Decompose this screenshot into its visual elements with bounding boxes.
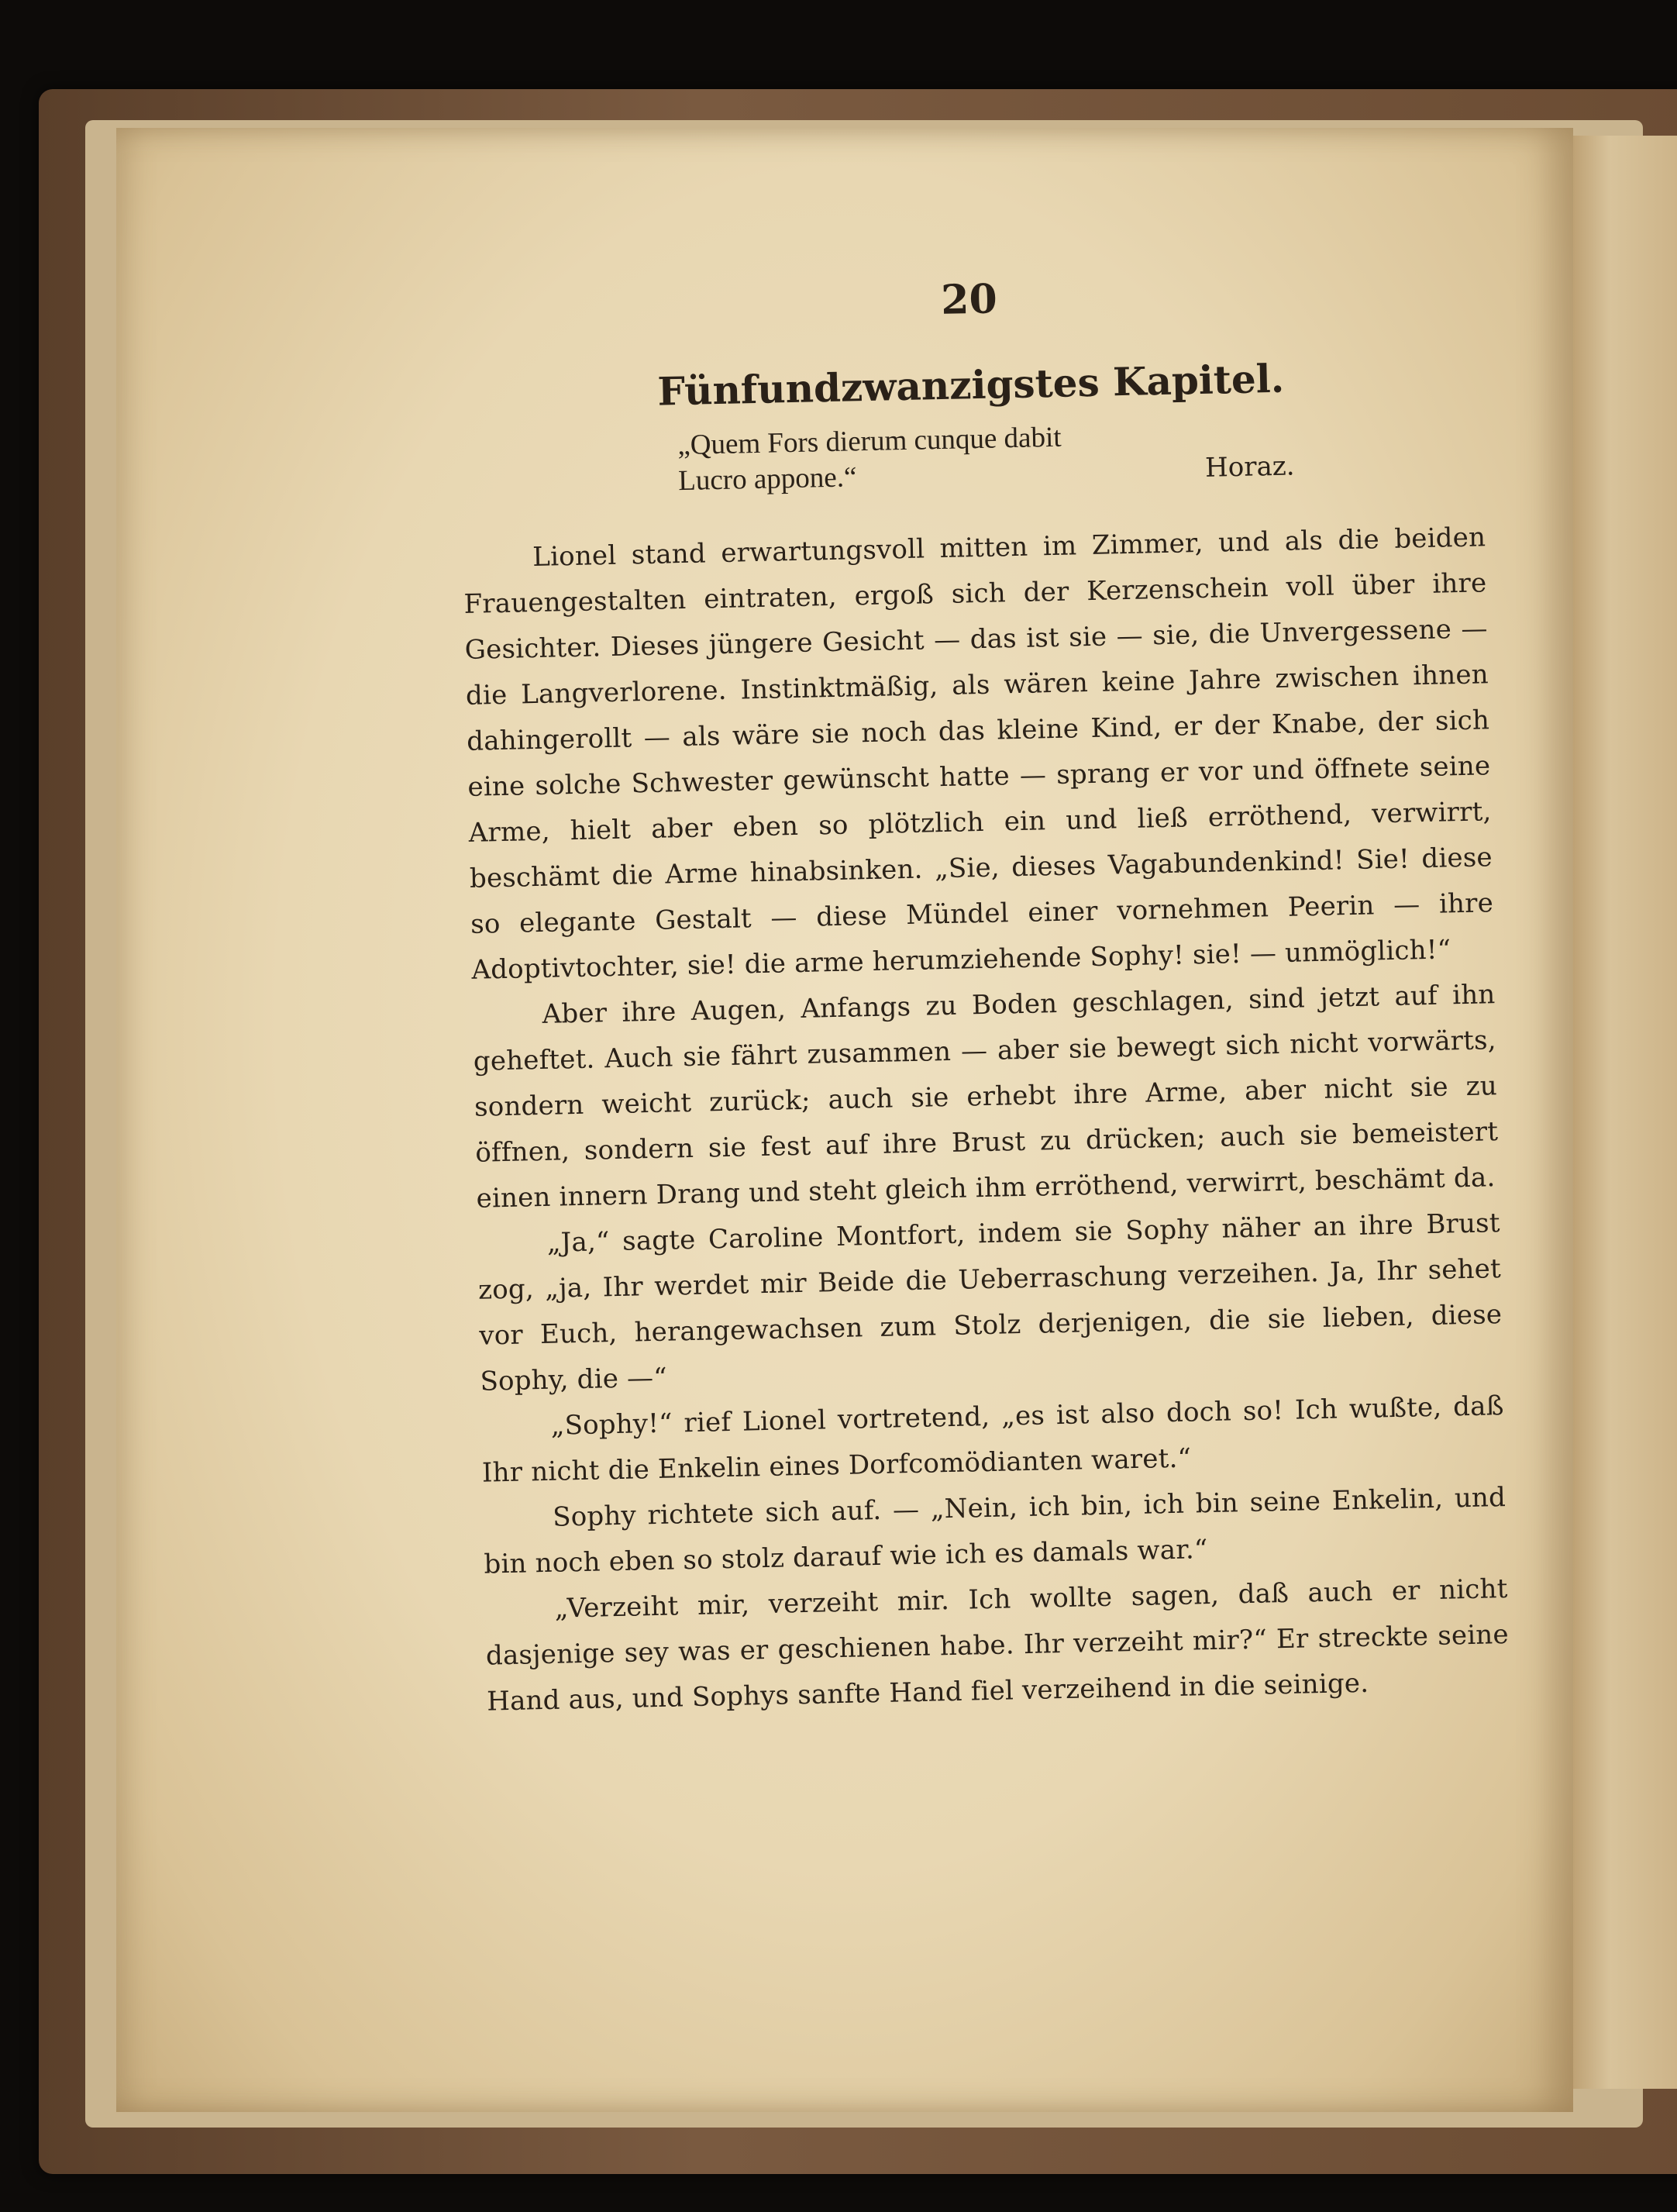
paragraph: „Sophy!“ rief Lionel vortretend, „es ist also doch so! Ich wußte, daß Ihr nicht die Enkelin eines Dorfcomödianten waret.“ [481,1390,1504,1489]
chapter-title: Fünfundzwanzigstes Kapitel. [656,355,1285,415]
epigraph-attribution: Horaz. [1204,450,1295,484]
page-number: 20 [940,275,998,324]
paragraph: „Ja,“ sagte Caroline Montfort, indem sie Sophy näher an ihre Brust zog, „ja, Ihr werdet mir Beide die Ueberraschung verzeihen. Ja, Ihr sehet vor Euch, herangewachsen zum Stolz derjenigen, die sie lieben, diese Sophy, die —“ [477,1208,1503,1397]
epigraph-quote: „Quem Fors dierum cunque dabit Lucro appone.“ [677,421,1062,498]
paragraph: Lionel stand erwartungsvoll mitten im Zimmer, und als die beiden Frauengestalten eintraten, ergoß sich der Kerzenschein voll über ihre Gesichter. Dieses jüngere Gesicht — das ist sie — sie, die Unvergessene — die Langverlorene. Instinktmäßig, als wären keine Jahre zwischen ihnen dahingerollt — als wäre sie noch das kleine Kind, er der Knabe, der sich eine solche Schwester gewünscht hatte — sprang er vor und öffnete seine Arme, hielt aber eben so plötzlich ein und ließ erröthend, verwirrt, beschämt die Arme hinabsinken. „Sie, dieses Vagabundenkind! Sie! diese so elegante Gestalt — diese Mündel einer vornehmen Peerin — ihre Adoptivtochter, sie! die arme herumziehende Sophy! sie! — unmöglich!“ [463,522,1494,986]
facing-page-edge [1565,136,1677,2089]
paragraph: Sophy richtete sich auf. — „Nein, ich bin, ich bin seine Enkelin, und bin noch eben so stolz darauf wie ich es damals war.“ [484,1482,1507,1580]
page-text-block [457,265,1510,1724]
paragraph: Aber ihre Augen, Anfangs zu Boden geschlagen, sind jetzt auf ihn geheftet. Auch sie fährt zusammen — aber sie bewegt sich nicht vorwärts, sondern weicht zurück; auch sie erhebt ihre Arme, aber nicht sie zu öffnen, sondern sie fest auf ihre Brust zu drücken; auch sie bemeistert einen innern Drang und steht gleich ihm erröthend, verwirrt, beschämt da. [473,979,1499,1215]
epigraph [460,411,1485,510]
paragraph: „Verzeiht mir, verzeiht mir. Ich wollte sagen, daß auch er nicht dasjenige sey was er geschienen habe. Ihr verzeiht mir?“ Er streckte seine Hand aus, und Sophys sanfte Hand fiel verzeihend in die seinige. [485,1573,1510,1718]
